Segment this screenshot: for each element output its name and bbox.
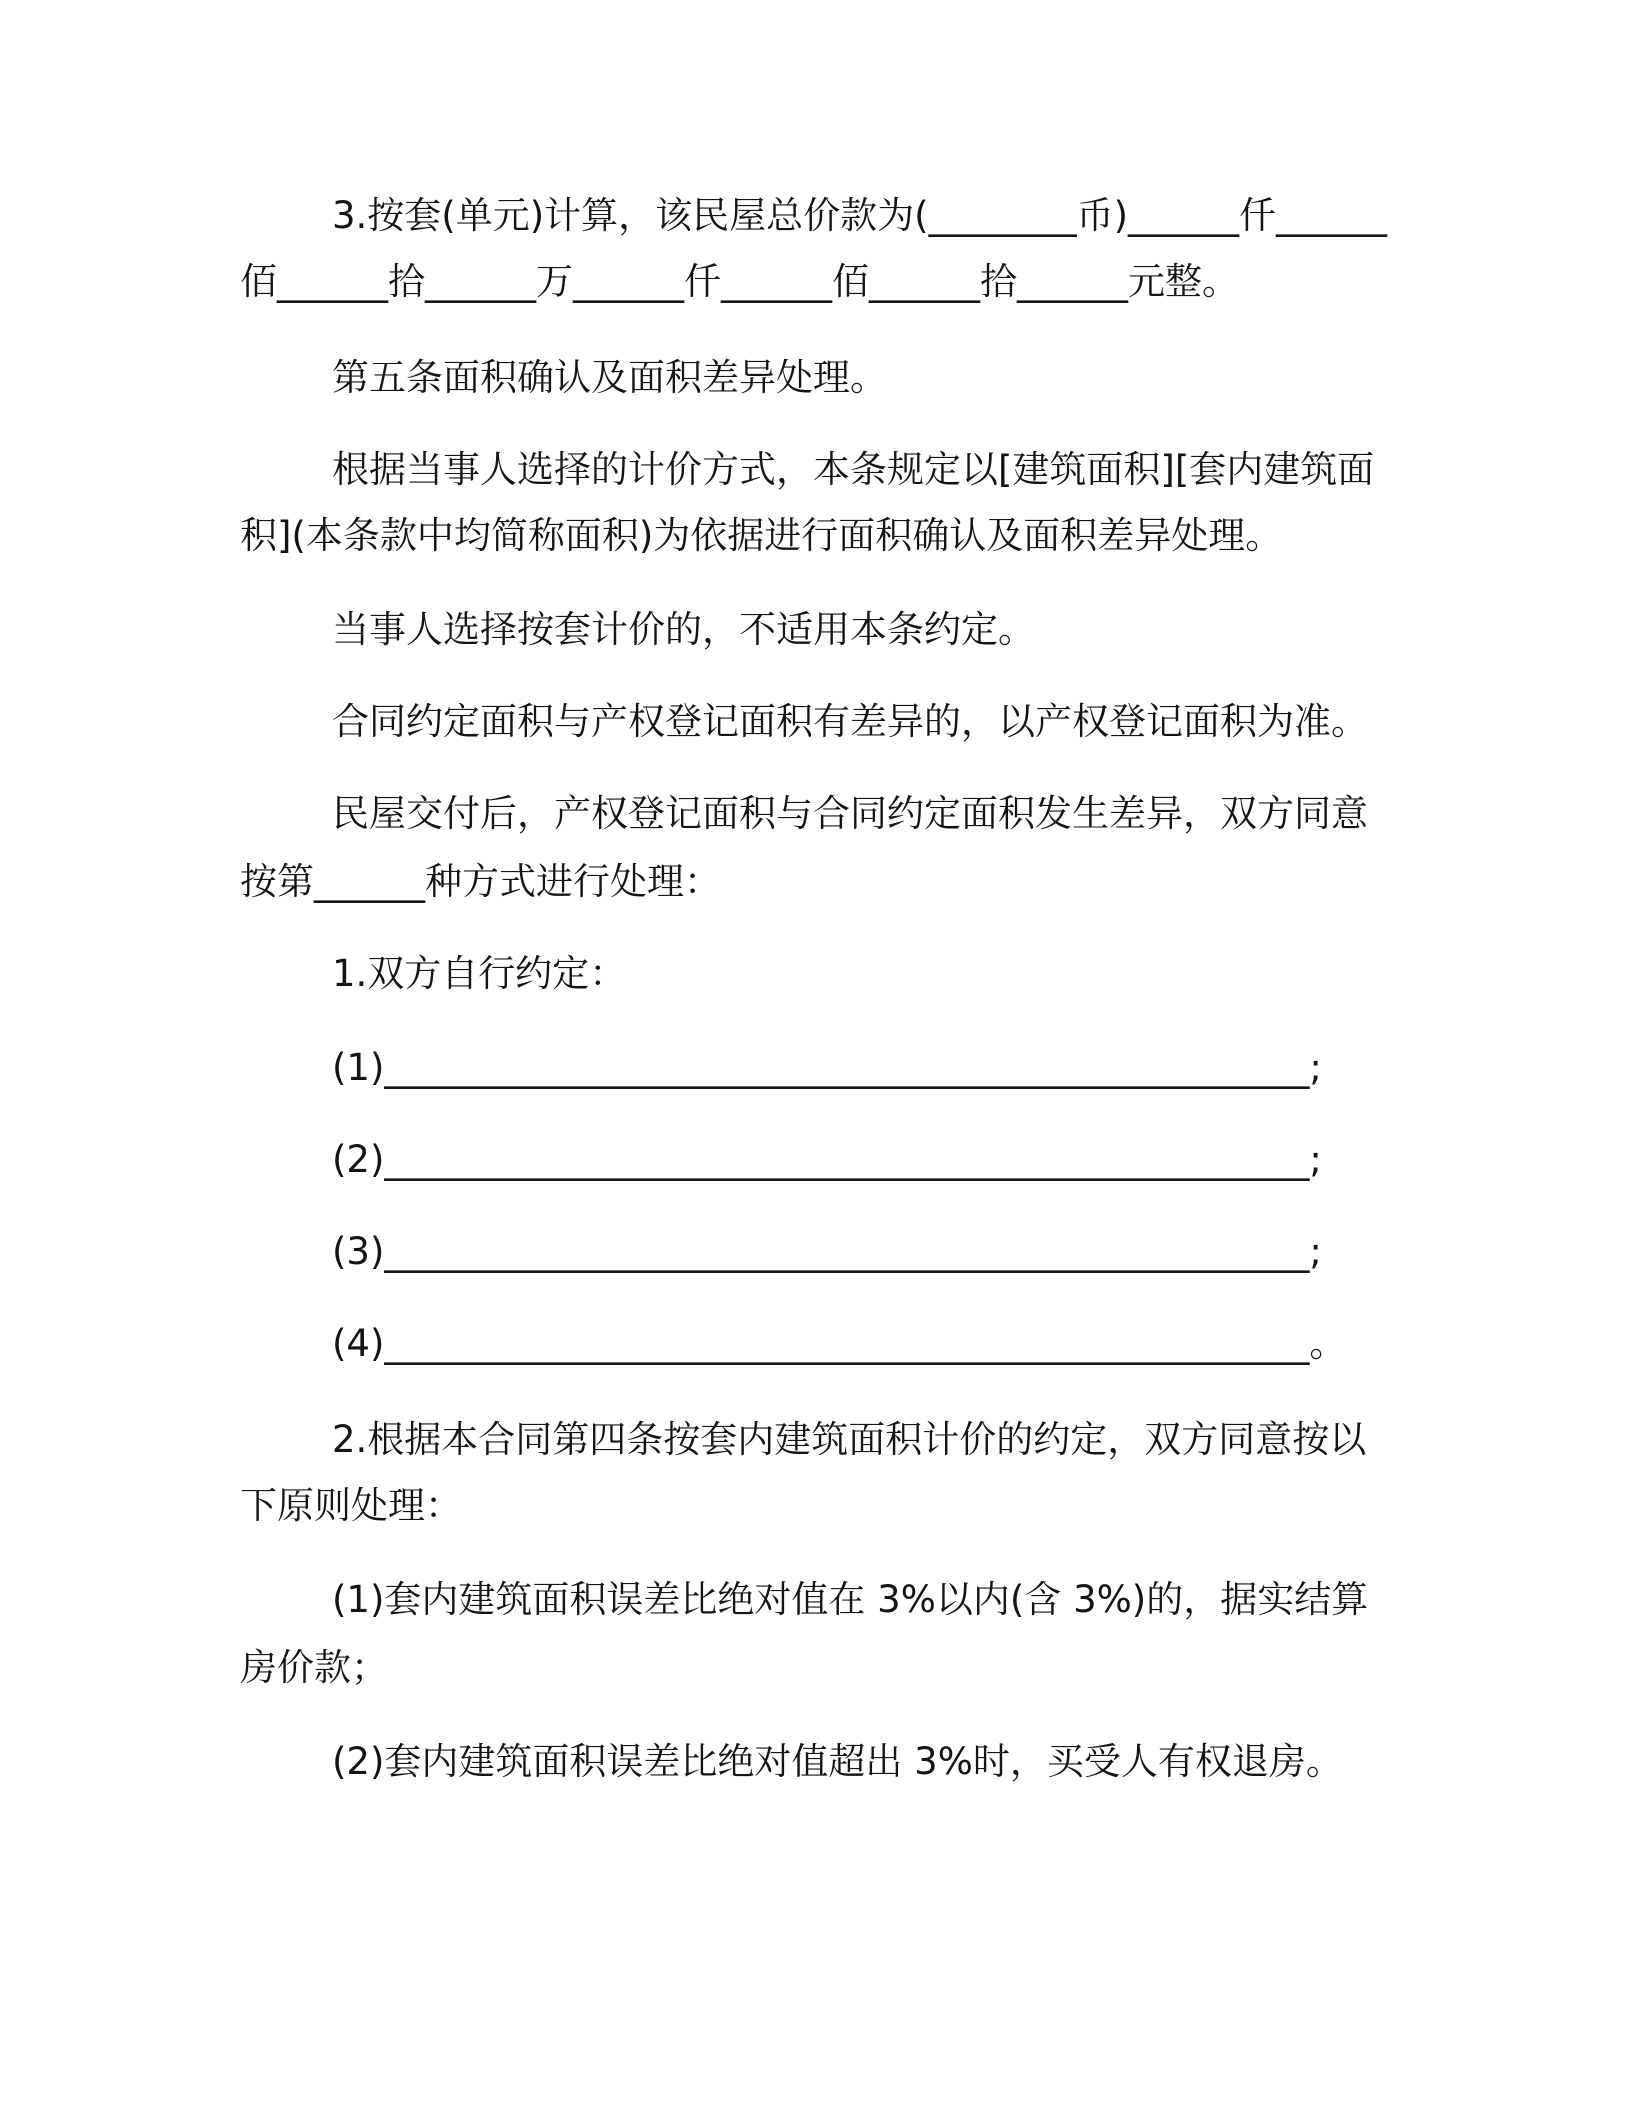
paragraph-line: 合同约定面积与产权登记面积有差异的，以产权登记面积为准。 bbox=[332, 700, 1368, 743]
paragraph-line: 根据当事人选择的计价方式，本条规定以[建筑面积][套内建筑面 bbox=[332, 448, 1375, 491]
paragraph-line: 积](本条款中均简称面积)为依据进行面积确认及面积差异处理。 bbox=[240, 514, 1283, 557]
paragraph-line: 当事人选择按套计价的，不适用本条约定。 bbox=[332, 608, 1035, 651]
fill-in-line: (4)__________________________________________________。 bbox=[332, 1322, 1347, 1365]
section-heading: 第五条面积确认及面积差异处理。 bbox=[332, 356, 887, 399]
fill-in-line: (3)__________________________________________________; bbox=[332, 1230, 1322, 1273]
paragraph-line: 民屋交付后，产权登记面积与合同约定面积发生差异，双方同意 bbox=[332, 792, 1368, 835]
paragraph-line: 佰______拾______万______仟______佰______拾______元整。 bbox=[240, 260, 1239, 303]
paragraph-line: 3.按套(单元)计算，该民屋总价款为(________币)______仟______ bbox=[332, 194, 1388, 237]
fill-in-line: (2)__________________________________________________; bbox=[332, 1138, 1322, 1181]
paragraph-line: 按第______种方式进行处理： bbox=[240, 860, 721, 903]
fill-in-line: (1)__________________________________________________; bbox=[332, 1046, 1322, 1089]
paragraph-line: (1)套内建筑面积误差比绝对值在 3%以内(含 3%)的，据实结算 bbox=[332, 1578, 1369, 1621]
paragraph-line: (2)套内建筑面积误差比绝对值超出 3%时，买受人有权退房。 bbox=[332, 1740, 1343, 1783]
paragraph-line: 2.根据本合同第四条按套内建筑面积计价的约定，双方同意按以 bbox=[332, 1418, 1367, 1461]
paragraph-line: 1.双方自行约定： bbox=[332, 952, 627, 995]
paragraph-line: 下原则处理： bbox=[240, 1484, 462, 1527]
paragraph-line: 房价款； bbox=[240, 1646, 388, 1689]
